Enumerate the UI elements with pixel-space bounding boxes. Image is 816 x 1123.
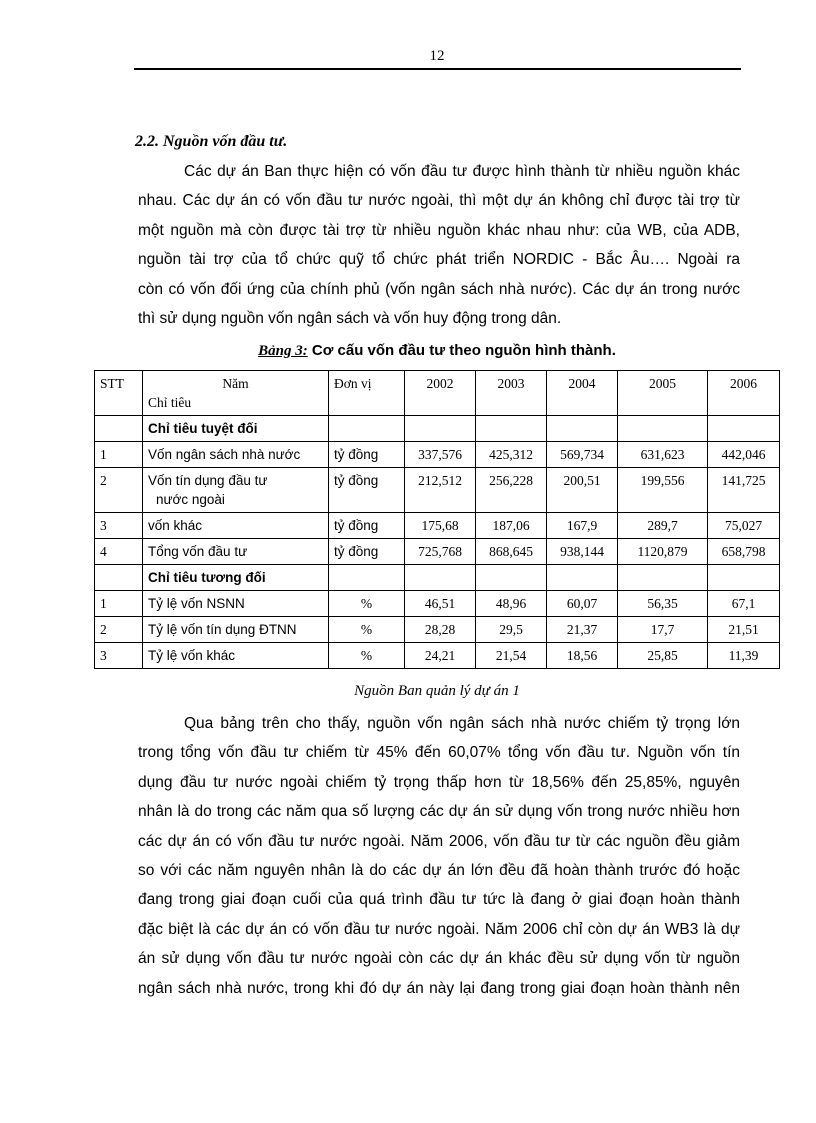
table-cell <box>476 565 547 591</box>
row-unit: tỷ đồng <box>329 468 405 513</box>
table-cell <box>405 416 476 442</box>
row-stt: 3 <box>95 643 143 669</box>
header-year: 2003 <box>476 371 547 416</box>
table-row <box>95 513 780 539</box>
row-value: 725,768 <box>405 539 476 565</box>
table-cell <box>708 565 780 591</box>
row-stt: 4 <box>95 539 143 565</box>
row-label-line1: Vốn tín dụng đầu tư <box>148 473 268 488</box>
intro-line: Các dự án Ban thực hiện có vốn đầu tư được hình thành từ nhiều nguồn khác <box>184 163 740 180</box>
row-value: 29,5 <box>476 617 547 643</box>
header-year: 2004 <box>547 371 618 416</box>
row-value: 21,54 <box>476 643 547 669</box>
row-label-line2: nước ngoài <box>156 492 225 507</box>
row-value: 11,39 <box>708 643 780 669</box>
row-unit: % <box>329 617 405 643</box>
row-value: 56,35 <box>618 591 708 617</box>
analysis-line: các dự án có vốn đầu tư nước ngoài. Năm 2006, vốn đầu tư từ các nguồn đều giảm <box>138 832 740 850</box>
analysis-paragraph <box>138 709 740 1003</box>
row-value: 141,725 <box>708 468 780 513</box>
row-stt: 3 <box>95 513 143 539</box>
table-cell <box>405 565 476 591</box>
intro-line: còn có vốn đối ứng của chính phủ (vốn ngân sách nhà nước). Các dự án trong nước <box>138 280 740 298</box>
row-label: Tổng vốn đầu tư <box>143 539 329 565</box>
table-header-row <box>95 371 780 416</box>
row-value: 200,51 <box>547 468 618 513</box>
intro-line: một nguồn mà còn được tài trợ từ nhiều nguồn khác nhau như: của WB, của ADB, <box>138 221 740 239</box>
row-stt: 1 <box>95 591 143 617</box>
group-label: Chỉ tiêu tuyệt đối <box>143 416 329 442</box>
row-value: 21,37 <box>547 617 618 643</box>
table-row <box>95 591 780 617</box>
analysis-line: so với các năm nguyên nhân là do các dự án lớn đều đã hoàn thành trước đó hoặc <box>138 861 740 879</box>
row-value: 24,21 <box>405 643 476 669</box>
row-value: 289,7 <box>618 513 708 539</box>
header-chitieu: Chỉ tiêu <box>148 395 192 410</box>
analysis-line: đặc biệt là các dự án có vốn đầu tư nước ngoài. Năm 2006 chỉ còn dự án WB3 là dự <box>138 920 740 938</box>
row-value: 25,85 <box>618 643 708 669</box>
row-value: 167,9 <box>547 513 618 539</box>
intro-line: nguồn tài trợ của tổ chức quỹ tổ chức phát triển NORDIC - Bắc Âu…. Ngoài ra <box>138 251 740 269</box>
table-row <box>95 617 780 643</box>
row-value: 425,312 <box>476 442 547 468</box>
group-row-absolute <box>95 416 780 442</box>
table-cell <box>329 416 405 442</box>
header-nam: Năm <box>222 376 249 391</box>
row-unit: % <box>329 643 405 669</box>
row-value: 28,28 <box>405 617 476 643</box>
row-value: 938,144 <box>547 539 618 565</box>
row-label: Tỷ lệ vốn NSNN <box>143 591 329 617</box>
table-cell <box>708 416 780 442</box>
group-label: Chỉ tiêu tương đối <box>143 565 329 591</box>
analysis-line: trong tổng vốn đầu tư chiếm từ 45% đến 60,07% tổng vốn đầu tư. Nguồn vốn tín <box>138 744 740 762</box>
table-cell <box>329 565 405 591</box>
table-cell <box>547 416 618 442</box>
header-year: 2002 <box>405 371 476 416</box>
section-heading: 2.2. Nguồn vốn đầu tư. <box>135 133 288 150</box>
header-year: 2005 <box>618 371 708 416</box>
row-label: Tỷ lệ vốn tín dụng ĐTNN <box>143 617 329 643</box>
row-stt: 1 <box>95 442 143 468</box>
group-row-relative <box>95 565 780 591</box>
row-value: 256,228 <box>476 468 547 513</box>
row-value: 631,623 <box>618 442 708 468</box>
row-value: 75,027 <box>708 513 780 539</box>
row-unit: tỷ đồng <box>329 513 405 539</box>
row-value: 48,96 <box>476 591 547 617</box>
row-label: Tỷ lệ vốn khác <box>143 643 329 669</box>
intro-line: thì sử dụng nguồn vốn ngân sách và vốn huy động trong dân. <box>138 309 562 327</box>
row-value: 658,798 <box>708 539 780 565</box>
table-cell <box>618 565 708 591</box>
table-cell <box>476 416 547 442</box>
table-row <box>95 643 780 669</box>
investment-structure-table <box>94 370 780 669</box>
row-stt: 2 <box>95 468 143 513</box>
analysis-line: đang trong giai đoạn cuối của quá trình đầu tư tức là đang ở giai đoạn hoàn thành <box>138 891 740 909</box>
table-caption-text: Cơ cấu vốn đầu tư theo nguồn hình thành. <box>307 342 616 359</box>
row-value: 199,556 <box>618 468 708 513</box>
row-stt: 2 <box>95 617 143 643</box>
row-value: 18,56 <box>547 643 618 669</box>
row-value: 212,512 <box>405 468 476 513</box>
row-value: 337,576 <box>405 442 476 468</box>
analysis-line: nhân là do trong các năm qua số lượng các dự án sử dụng vốn trong nước nhiều hơn <box>138 803 740 821</box>
intro-line: nhau. Các dự án có vốn đầu tư nước ngoài, thì một dự án không chỉ được tài trợ từ <box>138 192 740 210</box>
header-rule <box>134 68 741 70</box>
row-value: 1120,879 <box>618 539 708 565</box>
row-value: 187,06 <box>476 513 547 539</box>
row-value: 569,734 <box>547 442 618 468</box>
row-unit: tỷ đồng <box>329 442 405 468</box>
table-row <box>95 539 780 565</box>
row-value: 21,51 <box>708 617 780 643</box>
row-value: 442,046 <box>708 442 780 468</box>
row-value: 868,645 <box>476 539 547 565</box>
table-row <box>95 442 780 468</box>
table-row <box>95 468 780 513</box>
table-caption <box>0 342 816 360</box>
row-value: 67,1 <box>708 591 780 617</box>
row-unit: % <box>329 591 405 617</box>
table-cell <box>547 565 618 591</box>
page-number: 12 <box>429 48 445 64</box>
analysis-line: ngân sách nhà nước, trong khi đó dự án này lại đang trong giai đoạn hoàn thành nên <box>138 979 740 997</box>
table-caption-label: Bảng 3: <box>258 343 308 359</box>
analysis-line: Qua bảng trên cho thấy, nguồn vốn ngân sách nhà nước chiếm tỷ trọng lớn <box>184 715 740 732</box>
intro-paragraph <box>138 157 740 333</box>
header-stt: STT <box>95 371 143 416</box>
header-year: 2006 <box>708 371 780 416</box>
table-cell <box>618 416 708 442</box>
header-unit: Đơn vị <box>329 371 405 416</box>
analysis-line: án sử dụng vốn đầu tư nước ngoài còn các dự án khác đều sử dụng vốn từ nguồn <box>138 950 740 968</box>
row-label: vốn khác <box>143 513 329 539</box>
row-value: 17,7 <box>618 617 708 643</box>
table-cell <box>95 416 143 442</box>
row-unit: tỷ đồng <box>329 539 405 565</box>
row-label <box>143 468 329 513</box>
table-cell <box>95 565 143 591</box>
row-value: 60,07 <box>547 591 618 617</box>
analysis-line: dụng đầu tư nước ngoài chiếm tỷ trọng thấp hơn từ 18,56% đến 25,85%, nguyên <box>138 773 740 791</box>
row-label: Vốn ngân sách nhà nước <box>143 442 329 468</box>
row-value: 46,51 <box>405 591 476 617</box>
source-note: Nguồn Ban quản lý dự án 1 <box>354 683 520 699</box>
header-year-indicator <box>143 371 329 416</box>
row-value: 175,68 <box>405 513 476 539</box>
